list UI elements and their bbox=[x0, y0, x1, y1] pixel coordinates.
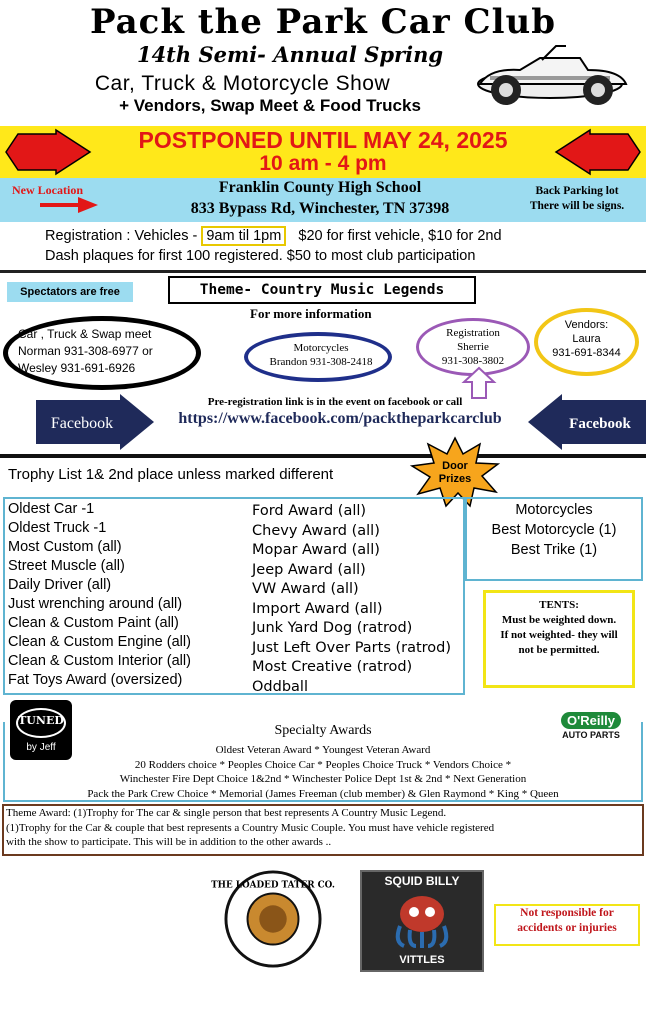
contact-line: Car , Truck & Swap meet bbox=[18, 327, 152, 341]
oreilly-logo-text: O'Reilly bbox=[561, 712, 621, 729]
trophy-column-1 bbox=[8, 500, 191, 690]
registration-line bbox=[45, 228, 502, 244]
list-item: Jeep Award (all) bbox=[252, 561, 366, 578]
theme-award-line: with the show to participate. This will be in addition to the other awards .. bbox=[6, 836, 332, 848]
theme-box: Theme- Country Music Legends bbox=[168, 276, 476, 304]
tents-line: TENTS: bbox=[539, 599, 579, 611]
contact-line: Sherrie bbox=[457, 341, 489, 353]
list-item: Mopar Award (all) bbox=[252, 542, 380, 558]
theme-award-line: (1)Trophy for the Car & couple that best represents a Country Music Couple. You must have vehicle registered bbox=[6, 821, 495, 834]
disclaimer-line: Not responsible for bbox=[520, 907, 614, 919]
tents-line: Must be weighted down. bbox=[501, 614, 617, 626]
list-item: Ford Award (all) bbox=[252, 503, 367, 519]
show-subtitle-edition: 14th Semi- Annual Spring bbox=[136, 42, 444, 67]
show-subtitle-types: Car, Truck & Motorcycle Show bbox=[94, 72, 391, 95]
list-item: Oldest Car -1 bbox=[8, 501, 95, 517]
list-item: Daily Driver (all) bbox=[8, 577, 112, 593]
specialty-awards-list bbox=[10, 743, 636, 801]
registration-fees: $20 for first vehicle, $10 for 2nd bbox=[298, 228, 502, 244]
parking-note bbox=[510, 184, 644, 214]
facebook-label-right: Facebook bbox=[569, 416, 631, 432]
list-item: Clean & Custom Paint (all) bbox=[8, 615, 179, 631]
loaded-tater-logo bbox=[211, 870, 335, 968]
door-prizes-line-2: Prizes bbox=[438, 473, 472, 485]
show-hours: 10 am - 4 pm bbox=[259, 152, 387, 175]
tents-line: If not weighted- they will bbox=[500, 629, 618, 641]
venue-address: 833 Bypass Rd, Winchester, TN 37398 bbox=[190, 200, 450, 217]
registration-prefix: Registration : Vehicles - bbox=[45, 228, 202, 244]
contact-vendors bbox=[534, 318, 639, 360]
show-subtitle-extras: + Vendors, Swap Meet & Food Trucks bbox=[119, 96, 421, 115]
spectators-badge: Spectators are free bbox=[7, 282, 133, 302]
list-item: Best Motorcycle (1) bbox=[491, 522, 617, 538]
specialty-line: Winchester Fire Dept Choice 1&2nd * Winchester Police Dept 1st & 2nd * Next Generation bbox=[119, 773, 527, 785]
list-item: Import Award (all) bbox=[252, 600, 383, 617]
divider bbox=[0, 454, 646, 458]
squid-logo-text: SQUID BILLY bbox=[384, 874, 460, 888]
list-item: Fat Toys Award (oversized) bbox=[8, 672, 183, 688]
theme-award-text bbox=[6, 806, 640, 850]
disclaimer-line: accidents or injuries bbox=[517, 922, 617, 934]
specialty-awards-title: Specialty Awards bbox=[274, 723, 372, 738]
list-item: Most Creative (ratrod) bbox=[252, 659, 413, 675]
contact-line: 931-308-3802 bbox=[441, 355, 505, 367]
contact-line: 931-691-8344 bbox=[552, 347, 621, 359]
disclaimer bbox=[496, 906, 638, 936]
contact-motorcycles bbox=[256, 341, 386, 369]
list-item: VW Award (all) bbox=[252, 581, 359, 597]
list-item: Oldest Truck -1 bbox=[8, 520, 107, 536]
list-item: Clean & Custom Engine (all) bbox=[8, 634, 191, 650]
club-title: Pack the Park Car Club bbox=[90, 2, 556, 42]
list-item: Most Custom (all) bbox=[8, 539, 122, 555]
list-item: Best Trike (1) bbox=[510, 542, 598, 558]
trophy-list-title: Trophy List 1& 2nd place unless marked different bbox=[8, 466, 334, 483]
door-prizes-line-1: Door bbox=[442, 460, 468, 472]
venue-name: Franklin County High School bbox=[218, 179, 422, 196]
contact-registration bbox=[420, 326, 526, 368]
specialty-line: Pack the Park Crew Choice * Memorial (James Freeman (club member) & Glen Raymond * King * Queen bbox=[87, 787, 559, 800]
postponed-date: POSTPONED UNTIL MAY 24, 2025 bbox=[138, 127, 508, 153]
motorcycles-heading: Motorcycles bbox=[515, 502, 593, 518]
tents-line: not be permitted. bbox=[518, 644, 600, 656]
list-item: Chevy Award (all) bbox=[252, 522, 380, 539]
contact-line: Registration bbox=[446, 327, 500, 339]
arrow-right-small-icon bbox=[40, 197, 98, 213]
divider bbox=[0, 270, 646, 273]
oreilly-logo-sub: AUTO PARTS bbox=[562, 730, 620, 740]
hotrod-car-image bbox=[470, 40, 632, 110]
motorcycles-list bbox=[465, 500, 643, 560]
squid-logo-sub: VITTLES bbox=[399, 954, 445, 966]
list-item: Street Muscle (all) bbox=[8, 558, 125, 574]
list-item: Just Left Over Parts (ratrod) bbox=[252, 639, 452, 656]
tuned-logo-sub: by Jeff bbox=[26, 742, 56, 753]
list-item: Clean & Custom Interior (all) bbox=[8, 653, 191, 669]
dash-plaques-line: Dash plaques for first 100 registered. $50 to most club participation bbox=[45, 248, 476, 264]
contact-line: Norman 931-308-6977 or bbox=[18, 344, 153, 358]
tents-note bbox=[486, 598, 632, 658]
arrow-up-icon bbox=[462, 366, 496, 400]
new-location-label: New Location bbox=[12, 183, 83, 197]
list-item: Just wrenching around (all) bbox=[8, 596, 183, 612]
registration-time: 9am til 1pm bbox=[201, 226, 286, 246]
contact-line: Brandon 931-308-2418 bbox=[269, 356, 373, 368]
octopus-icon bbox=[390, 892, 454, 948]
more-info-heading: For more information bbox=[250, 306, 372, 321]
contact-line: Motorcycles bbox=[293, 342, 349, 354]
parking-line-2: There will be signs. bbox=[529, 200, 625, 212]
theme-award-line: Theme Award: (1)Trophy for The car & single person that best represents A Country Music Legend. bbox=[6, 807, 447, 819]
list-item: Junk Yard Dog (ratrod) bbox=[252, 620, 413, 636]
specialty-line: 20 Rodders choice * Peoples Choice Car * Peoples Choice Truck * Vendors Choice * bbox=[134, 758, 512, 771]
contact-line: Wesley 931-691-6926 bbox=[18, 361, 136, 375]
contact-line: Vendors: bbox=[564, 319, 609, 331]
facebook-label-left: Facebook bbox=[50, 415, 114, 432]
facebook-arrow-right-block bbox=[526, 394, 646, 450]
specialty-line: Oldest Veteran Award * Youngest Veteran Award bbox=[215, 744, 431, 756]
squid-billy-vittles-logo bbox=[360, 870, 484, 972]
facebook-url[interactable]: https://www.facebook.com/packtheparkcarclub bbox=[178, 410, 502, 427]
contact-line: Laura bbox=[572, 333, 601, 345]
preregistration-note: Pre-registration link is in the event on facebook or call bbox=[207, 396, 463, 408]
loaded-tater-logo-text: THE LOADED TATER CO. bbox=[211, 880, 335, 891]
list-item: Oddball bbox=[252, 678, 308, 695]
trophy-column-2 bbox=[252, 502, 451, 697]
tuned-logo-text: TUNED bbox=[18, 714, 64, 727]
facebook-arrow-left-block bbox=[36, 394, 156, 450]
parking-line-1: Back Parking lot bbox=[535, 185, 619, 197]
contact-car bbox=[18, 326, 193, 377]
